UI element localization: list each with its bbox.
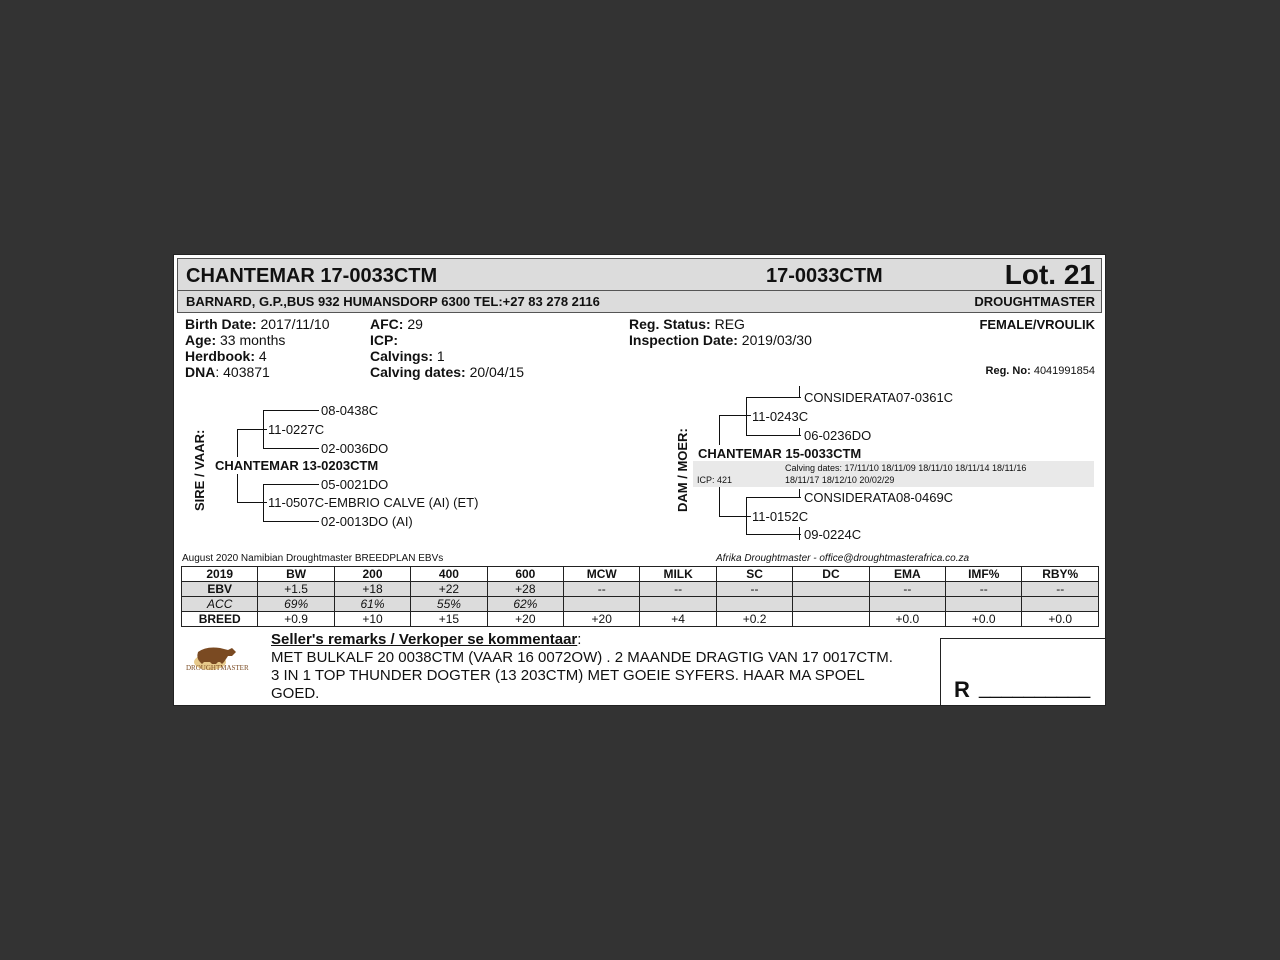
owner-line: BARNARD, G.P.,BUS 932 HUMANSDORP 6300 TEL:+27 83 278 2116 [186,294,600,309]
age-row [185,332,285,348]
ebv-header-cell: 2019 [182,567,258,582]
dam-calving-dates-line2: 18/11/17 18/12/10 20/02/29 [785,475,895,485]
ebv-cell: +22 [411,582,487,597]
inspection-label: Inspection Date: [629,332,738,348]
sire-name: CHANTEMAR 13-0203CTM [215,458,379,473]
pedigree-line [263,448,319,449]
ebv-header-cell: DC [793,567,869,582]
pedigree-line [746,435,801,436]
acc-cell: 62% [487,597,563,612]
ebv-cell [793,582,869,597]
ebv-cell: -- [564,582,640,597]
dna-value: : 403871 [215,364,270,380]
price-currency: R [954,677,970,702]
calvings-value: 1 [433,348,445,364]
breed-cell: +15 [411,612,487,627]
dna-row [185,364,270,380]
acc-cell [564,597,640,612]
sire-sire-sire: 08-0438C [321,403,379,418]
pedigree-line [263,410,319,411]
dam-calving-dates-line1: Calving dates: 17/11/10 18/11/09 18/11/10 18/11/14 18/11/16 [785,463,1027,473]
reg-status-value: REG [710,316,745,332]
icp-row [370,332,398,348]
price-box[interactable] [940,638,1105,706]
pedigree-line [719,415,720,445]
pedigree-line [746,497,747,535]
ebv-header-cell: MILK [640,567,716,582]
dam-name: CHANTEMAR 15-0033CTM [698,446,862,461]
acc-cell: 55% [411,597,487,612]
ebv-cell: +28 [487,582,563,597]
ebv-header-cell: 600 [487,567,563,582]
title-bar [177,258,1102,291]
herdbook-label: Herdbook: [185,348,255,364]
dam-sire: 11-0243C [752,409,809,424]
dam-sire-dam: 06-0236DO [804,428,872,443]
ebv-header-cell: RBY% [1022,567,1099,582]
sire-label: SIRE / VAAR: [192,429,207,511]
droughtmaster-logo [184,640,248,674]
sire-dam: 11-0507C-EMBRIO CALVE (AI) (ET) [268,495,479,510]
pedigree-line [746,534,801,535]
lot-card [173,254,1106,706]
sire-dam-sire: 05-0021DO [321,477,389,492]
breed-cell: +20 [487,612,563,627]
acc-cell [1022,597,1099,612]
ebv-cell: +1.5 [258,582,334,597]
pedigree-line [237,474,238,503]
ebv-breed-row [182,612,1099,627]
pedigree-line [263,484,319,485]
ebv-cell: -- [869,582,945,597]
breed-cell: +0.0 [946,612,1022,627]
pedigree-line [746,497,801,498]
breed-cell [793,612,869,627]
acc-cell: ACC [182,597,258,612]
ebv-header-cell: 400 [411,567,487,582]
pedigree-line [799,527,800,540]
acc-cell: 69% [258,597,334,612]
breed-cell: +4 [640,612,716,627]
ebv-cell: -- [716,582,792,597]
acc-cell [793,597,869,612]
ebv-header-cell: BW [258,567,334,582]
pedigree-line [746,397,801,398]
ebv-header-row [182,567,1099,582]
dam-dam-dam: 09-0224C [804,527,862,542]
pedigree-line [799,386,800,398]
birth-date-label: Birth Date: [185,316,257,332]
reg-status-row [629,316,745,332]
sire-sire: 11-0227C [268,422,325,437]
remarks-title-colon: : [577,631,582,648]
breed-cell: BREED [182,612,258,627]
afc-label: AFC: [370,316,404,332]
breed-name: DROUGHTMASTER [974,294,1095,309]
icp-label: ICP: [370,332,398,348]
pedigree-line [746,397,747,436]
dam-label: DAM / MOER: [675,428,690,512]
animal-name: CHANTEMAR 17-0033CTM [186,265,438,287]
dam-dam-sire: CONSIDERATA08-0469C [804,490,954,505]
inspection-row [629,332,812,348]
pedigree-line [263,410,264,449]
dam-calving-box [693,461,1094,487]
sire-dam-dam: 02-0013DO (AI) [321,514,413,529]
birth-date-value: 2017/11/10 [256,316,330,332]
birth-date-row [185,316,329,332]
herdbook-value: 4 [255,348,267,364]
pedigree-line [719,487,720,517]
inspection-value: 2019/03/30 [737,332,812,348]
age-label: Age: [185,332,217,348]
owner-bar [177,291,1102,313]
breed-cell: +10 [334,612,410,627]
afc-value: 29 [403,316,423,332]
reg-no-value: 4041991854 [1030,365,1095,377]
calvings-label: Calvings: [370,348,434,364]
ebv-source-note: August 2020 Namibian Droughtmaster BREEDPLAN EBVs [182,553,444,564]
remarks-title: Seller's remarks / Verkoper se kommentaar [271,631,578,648]
dna-label: DNA [185,364,216,380]
ebv-header-cell: EMA [869,567,945,582]
calving-dates-row [370,364,524,380]
pedigree-line [237,429,238,457]
age-value: 33 months [216,332,286,348]
ebv-cell: -- [640,582,716,597]
remarks-line: 3 IN 1 TOP THUNDER DOGTER (13 203CTM) MET GOEIE SYFERS. HAAR MA SPOEL [271,667,865,684]
breed-cell: +0.0 [869,612,945,627]
afc-row [370,316,423,332]
dam-icp: ICP: 421 [697,475,733,485]
calving-dates-value: 20/04/15 [465,364,525,380]
acc-cell [716,597,792,612]
ebv-contact-note: Afrika Droughtmaster - office@droughtmasterafrica.co.za [716,553,970,564]
reg-no-label: Reg. No: [985,365,1031,377]
seller-remarks [271,631,941,703]
acc-cell [946,597,1022,612]
ebv-value-row [182,582,1099,597]
ebv-accuracy-row [182,597,1099,612]
animal-id: 17-0033CTM [766,265,883,287]
breed-cell: +0.2 [716,612,792,627]
pedigree-line [799,489,800,498]
dam-dam: 11-0152C [752,509,809,524]
lot-number: Lot. 21 [1004,259,1095,290]
acc-cell [869,597,945,612]
ebv-cell: -- [1022,582,1099,597]
calving-dates-label: Calving dates: [370,364,466,380]
acc-cell [640,597,716,612]
sire-sire-dam: 02-0036DO [321,441,389,456]
ebv-header-cell: SC [716,567,792,582]
breed-cell: +20 [564,612,640,627]
dam-sire-sire: CONSIDERATA07-0361C [804,390,954,405]
reg-status-label: Reg. Status: [629,316,711,332]
acc-cell: 61% [334,597,410,612]
ebv-cell: +18 [334,582,410,597]
price-blank[interactable]: __________ [979,677,1091,699]
pedigree-line [263,484,264,522]
ebv-header-cell: MCW [564,567,640,582]
ebv-cell: EBV [182,582,258,597]
calvings-row [370,348,445,364]
pedigree-line [263,521,319,522]
pedigree-line [799,428,800,436]
ebv-table [181,566,1099,627]
ebv-header-cell: IMF% [946,567,1022,582]
logo-text: DROUGHTMASTER [186,664,249,672]
breed-cell: +0.0 [1022,612,1099,627]
remarks-title-row [271,631,941,649]
remarks-line: MET BULKALF 20 0038CTM (VAAR 16 0072OW) . 2 MAANDE DRAGTIG VAN 17 0017CTM. [271,649,893,666]
sex: FEMALE/VROULIK [979,317,1095,332]
breed-cell: +0.9 [258,612,334,627]
remarks-line: GOED. [271,685,320,702]
reg-no-row [986,365,1095,377]
herdbook-row [185,348,267,364]
ebv-cell: -- [946,582,1022,597]
ebv-header-cell: 200 [334,567,410,582]
